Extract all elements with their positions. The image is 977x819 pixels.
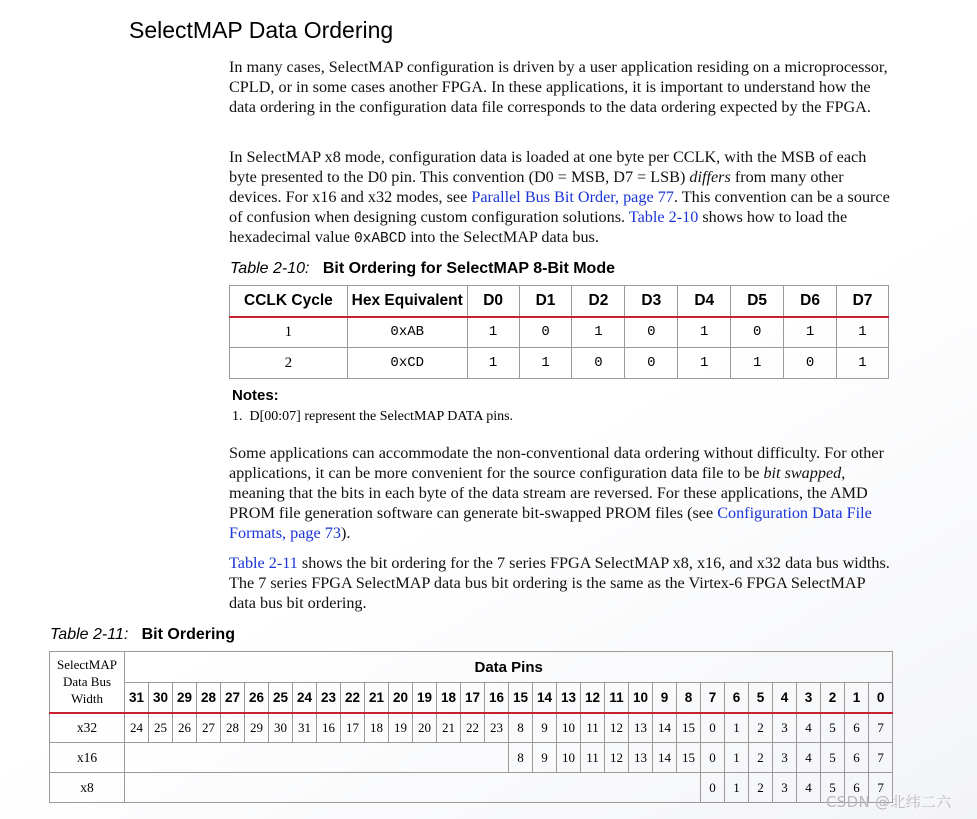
bit-cell: 6 xyxy=(845,773,869,803)
bit-cell: 1 xyxy=(678,317,731,348)
bit-cell: 15 xyxy=(677,743,701,773)
bit-cell: 13 xyxy=(629,713,653,743)
bit-cell: 16 xyxy=(317,713,341,743)
bit-ordering-table xyxy=(49,651,893,803)
bit-cell: 5 xyxy=(821,743,845,773)
table-2-11-caption xyxy=(50,626,235,644)
bit-cell: 0 xyxy=(625,317,678,348)
bit-cell: 12 xyxy=(605,713,629,743)
bit-cell: 7 xyxy=(869,713,893,743)
bit-cell: 0 xyxy=(701,743,725,773)
pin-header: 24 xyxy=(293,683,317,713)
bit-cell: 4 xyxy=(797,743,821,773)
text: shows the bit ordering for the 7 series FPGA SelectMAP x8, x16, and x32 data bus widths. The 7 series FPGA SelectMAP data bus bit ordering is the same as the Virtex-6 FPGA SelectMAP data bus bit ordering. xyxy=(229,554,890,612)
bit-cell: 2 xyxy=(749,713,773,743)
table-row xyxy=(50,773,893,803)
pin-header: 21 xyxy=(365,683,389,713)
pin-header: 29 xyxy=(173,683,197,713)
data-pins-header: Data Pins xyxy=(125,652,893,683)
bit-cell: 26 xyxy=(173,713,197,743)
bit-swap-paragraph xyxy=(229,443,894,543)
bit-cell: 7 xyxy=(869,743,893,773)
bit-cell: 8 xyxy=(509,743,533,773)
table-2-10-caption xyxy=(230,260,615,278)
bit-cell: 19 xyxy=(389,713,413,743)
bit-cell: 1 xyxy=(572,317,625,348)
bit-cell: 13 xyxy=(629,743,653,773)
bit-cell: 0 xyxy=(731,317,784,348)
caption-number: Table 2-11: xyxy=(50,626,129,643)
pin-header: 15 xyxy=(509,683,533,713)
emphasis: differs xyxy=(689,168,731,186)
bit-cell: 11 xyxy=(581,713,605,743)
empty-cell xyxy=(125,773,701,803)
empty-cell xyxy=(125,743,509,773)
pin-header: 26 xyxy=(245,683,269,713)
bit-cell: 29 xyxy=(245,713,269,743)
bit-cell: 1 xyxy=(837,348,889,379)
bit-cell: 9 xyxy=(533,713,557,743)
table-2-11-intro-paragraph xyxy=(229,553,894,613)
hex-cell: 0xCD xyxy=(347,348,467,379)
pin-header: 27 xyxy=(221,683,245,713)
pin-header: 18 xyxy=(437,683,461,713)
bit-cell: 12 xyxy=(605,743,629,773)
table-2-10-link[interactable]: Table 2-10 xyxy=(628,208,699,226)
bit-cell: 4 xyxy=(797,773,821,803)
bit-cell: 1 xyxy=(725,773,749,803)
csdn-watermark: CSDN @北纬二六 xyxy=(826,793,952,811)
text: into the SelectMAP data bus. xyxy=(406,228,599,246)
bit-cell: 1 xyxy=(725,743,749,773)
note-item: 1. D[00:07] represent the SelectMAP DATA pins. xyxy=(232,409,514,424)
bit-cell: 6 xyxy=(845,713,869,743)
column-header: Hex Equivalent xyxy=(347,286,467,317)
pin-header: 0 xyxy=(869,683,893,713)
pin-header: 17 xyxy=(461,683,485,713)
column-header: D1 xyxy=(519,286,572,317)
text: . This convention can be a source of confusion when designing custom configuration solutions. xyxy=(229,188,890,226)
pin-header: 3 xyxy=(797,683,821,713)
bit-cell: 3 xyxy=(773,743,797,773)
pin-header: 20 xyxy=(389,683,413,713)
bit-cell: 24 xyxy=(125,713,149,743)
config-data-file-formats-link[interactable]: Configuration Data File Formats, page 73 xyxy=(229,504,872,542)
bit-cell: 1 xyxy=(467,317,519,348)
bit-cell: 0 xyxy=(519,317,572,348)
bit-cell: 14 xyxy=(653,713,677,743)
emphasis: bit swapped xyxy=(763,464,842,482)
bit-cell: 1 xyxy=(467,348,519,379)
pin-header: 28 xyxy=(197,683,221,713)
bit-cell: 18 xyxy=(365,713,389,743)
pin-header: 6 xyxy=(725,683,749,713)
table-header-row xyxy=(230,286,889,317)
bit-cell: 11 xyxy=(581,743,605,773)
pin-header: 11 xyxy=(605,683,629,713)
pin-header: 9 xyxy=(653,683,677,713)
x8-mode-paragraph xyxy=(229,147,894,249)
pin-header: 1 xyxy=(845,683,869,713)
bit-cell: 1 xyxy=(784,317,837,348)
bit-cell: 28 xyxy=(221,713,245,743)
bit-cell: 27 xyxy=(197,713,221,743)
bit-cell: 6 xyxy=(845,743,869,773)
pin-header: 10 xyxy=(629,683,653,713)
pin-header: 4 xyxy=(773,683,797,713)
column-header: CCLK Cycle xyxy=(230,286,348,317)
text: Some applications can accommodate the non-conventional data ordering without difficulty. For other applications, it can be more convenient for the source configuration data file to be xyxy=(229,444,884,482)
bit-cell: 1 xyxy=(678,348,731,379)
bit-cell: 0 xyxy=(625,348,678,379)
bit-cell: 8 xyxy=(509,713,533,743)
bit-cell: 17 xyxy=(341,713,365,743)
bit-cell: 14 xyxy=(653,743,677,773)
bit-cell: 5 xyxy=(821,773,845,803)
bit-cell: 1 xyxy=(837,317,889,348)
bit-cell: 21 xyxy=(437,713,461,743)
bit-cell: 3 xyxy=(773,773,797,803)
bit-cell: 0 xyxy=(701,713,725,743)
hex-code: 0xABCD xyxy=(353,231,407,247)
pin-header: 8 xyxy=(677,683,701,713)
text: , meaning that the bits in each byte of the data stream are reversed. For these applications, the AMD PROM file generation software can generate bit-swapped PROM files (see xyxy=(229,464,868,522)
column-header: D7 xyxy=(837,286,889,317)
bit-cell: 10 xyxy=(557,713,581,743)
bit-cell: 25 xyxy=(149,713,173,743)
bit-ordering-8bit-table xyxy=(229,285,889,379)
caption-title: Bit Ordering xyxy=(141,626,235,643)
pin-number-header-row xyxy=(50,683,893,713)
bit-cell: 30 xyxy=(269,713,293,743)
pin-header: 19 xyxy=(413,683,437,713)
bit-cell: 31 xyxy=(293,713,317,743)
parallel-bus-bit-order-link[interactable]: Parallel Bus Bit Order, page 77 xyxy=(471,188,674,206)
pin-header: 31 xyxy=(125,683,149,713)
bit-cell: 7 xyxy=(869,773,893,803)
pin-header: 30 xyxy=(149,683,173,713)
notes-heading: Notes: xyxy=(232,387,279,404)
text: ). xyxy=(340,524,351,542)
column-header: D0 xyxy=(467,286,519,317)
text: shows how to load the hexadecimal value xyxy=(229,208,848,246)
column-header: D6 xyxy=(784,286,837,317)
pin-header: 2 xyxy=(821,683,845,713)
bit-cell: 1 xyxy=(725,713,749,743)
bit-cell: 15 xyxy=(677,713,701,743)
table-row xyxy=(50,743,893,773)
pin-header: 16 xyxy=(485,683,509,713)
bit-cell: 0 xyxy=(572,348,625,379)
bit-cell: 0 xyxy=(784,348,837,379)
table-2-11-link[interactable]: Table 2-11 xyxy=(229,554,298,572)
pin-header: 12 xyxy=(581,683,605,713)
bus-width-cell: x32 xyxy=(50,713,125,743)
bus-width-cell: x8 xyxy=(50,773,125,803)
data-bus-width-header: SelectMAP Data Bus Width xyxy=(50,652,125,713)
bit-cell: 22 xyxy=(461,713,485,743)
pin-header: 13 xyxy=(557,683,581,713)
bit-cell: 2 xyxy=(749,773,773,803)
bit-cell: 0 xyxy=(701,773,725,803)
intro-paragraph: In many cases, SelectMAP configuration is driven by a user application residing on a microprocessor, CPLD, or in some cases another FPGA. In these applications, it is important to understand how the data ordering in the configuration data file corresponds to the data ordering expected by the FPGA. xyxy=(229,58,888,116)
caption-title: Bit Ordering for SelectMAP 8-Bit Mode xyxy=(322,260,615,277)
cclk-cycle-cell: 1 xyxy=(230,317,348,348)
column-header: D4 xyxy=(678,286,731,317)
caption-number: Table 2-10: xyxy=(230,260,310,277)
bus-width-cell: x16 xyxy=(50,743,125,773)
bit-cell: 5 xyxy=(821,713,845,743)
section-heading: SelectMAP Data Ordering xyxy=(129,17,394,43)
bit-cell: 23 xyxy=(485,713,509,743)
bit-cell: 2 xyxy=(749,743,773,773)
table-row xyxy=(230,348,889,379)
pin-header: 7 xyxy=(701,683,725,713)
bit-cell: 20 xyxy=(413,713,437,743)
bit-cell: 3 xyxy=(773,713,797,743)
table-row xyxy=(50,713,893,743)
pin-header: 14 xyxy=(533,683,557,713)
pin-header: 5 xyxy=(749,683,773,713)
text: from many other devices. For x16 and x32 modes, see xyxy=(229,168,844,206)
column-header: D5 xyxy=(731,286,784,317)
bit-cell: 9 xyxy=(533,743,557,773)
column-header: D3 xyxy=(625,286,678,317)
pin-header: 25 xyxy=(269,683,293,713)
bit-cell: 4 xyxy=(797,713,821,743)
bit-cell: 10 xyxy=(557,743,581,773)
bit-cell: 1 xyxy=(519,348,572,379)
text: In SelectMAP x8 mode, configuration data is loaded at one byte per CCLK, with the MSB of each byte presented to the D0 pin. This convention (D0 = MSB, D7 = LSB) xyxy=(229,148,867,186)
pin-header: 22 xyxy=(341,683,365,713)
column-header: D2 xyxy=(572,286,625,317)
table-group-header-row xyxy=(50,652,893,683)
pin-header: 23 xyxy=(317,683,341,713)
hex-cell: 0xAB xyxy=(347,317,467,348)
table-row xyxy=(230,317,889,348)
cclk-cycle-cell: 2 xyxy=(230,348,348,379)
bit-cell: 1 xyxy=(731,348,784,379)
